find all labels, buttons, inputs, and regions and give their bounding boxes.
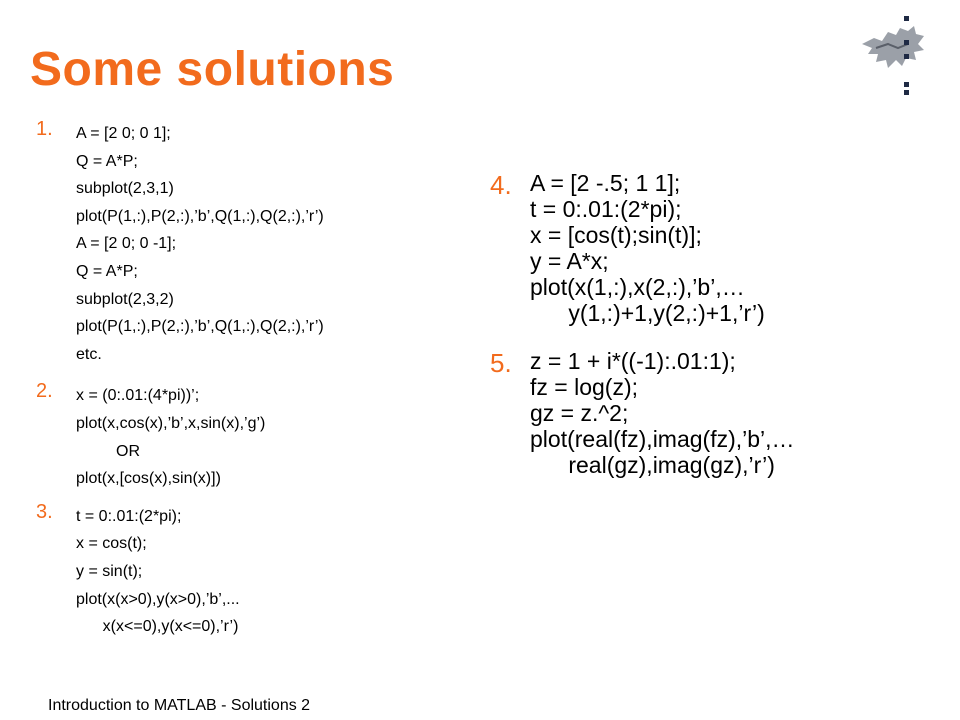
code-line: etc. xyxy=(76,345,102,363)
code-line: A = [2 0; 0 -1]; xyxy=(76,235,177,253)
code-line: plot(x,[cos(x),sin(x)]) xyxy=(76,470,221,488)
code-line: A = [2 0; 0 1]; xyxy=(76,125,171,142)
solution-2 xyxy=(36,382,456,492)
slide-footer: Introduction to MATLAB - Solutions 2 xyxy=(48,697,311,714)
code-block xyxy=(76,382,456,492)
code-line: x = (0:.01:(4*pi))’; xyxy=(76,387,200,405)
code-block xyxy=(76,503,456,641)
code-line: A = [2 -.5; 1 1]; xyxy=(530,170,681,196)
code-line: real(gz),imag(gz),’r’) xyxy=(530,452,775,478)
code-line: plot(x,cos(x),’b’,x,sin(x),’g’) xyxy=(76,414,266,432)
university-helsinki-logo-icon xyxy=(858,14,928,96)
item-number: 2. xyxy=(36,380,53,403)
item-number: 5. xyxy=(490,348,512,378)
item-number: 1. xyxy=(36,118,53,140)
solution-5 xyxy=(490,348,930,478)
code-line: x(x<=0),y(x<=0),’r’) xyxy=(76,618,239,636)
code-line: t = 0:.01:(2*pi); xyxy=(76,507,182,525)
code-line: Q = A*P; xyxy=(76,262,138,280)
item-number: 4. xyxy=(490,170,512,200)
code-line: z = 1 + i*((-1):.01:1); xyxy=(530,348,736,374)
code-block xyxy=(76,120,456,368)
code-line: x = [cos(t);sin(t)]; xyxy=(530,222,702,248)
code-line: fz = log(z); xyxy=(530,374,639,400)
code-line: Q = A*P; xyxy=(76,152,138,170)
right-column xyxy=(490,170,930,478)
code-line: y(1,:)+1,y(2,:)+1,’r’) xyxy=(530,300,765,326)
code-line: plot(x(x>0),y(x>0),’b’,... xyxy=(76,590,240,608)
solution-4 xyxy=(490,170,930,326)
code-line: gz = z.^2; xyxy=(530,400,629,426)
code-line: y = A*x; xyxy=(530,248,609,274)
code-line: y = sin(t); xyxy=(76,562,143,580)
code-line: plot(P(1,:),P(2,:),’b’,Q(1,:),Q(2,:),’r’) xyxy=(76,318,324,336)
solution-3 xyxy=(36,500,456,641)
code-line: subplot(2,3,2) xyxy=(76,290,174,308)
code-line: subplot(2,3,1) xyxy=(76,180,174,198)
code-line: t = 0:.01:(2*pi); xyxy=(530,196,682,222)
solution-1 xyxy=(36,120,456,368)
code-line: plot(real(fz),imag(fz),’b’,… xyxy=(530,426,795,452)
left-column xyxy=(36,120,456,641)
code-line: plot(x(1,:),x(2,:),’b’,… xyxy=(530,274,745,300)
code-line: x = cos(t); xyxy=(76,535,147,553)
slide-title: Some solutions xyxy=(30,43,395,96)
code-line: OR xyxy=(76,442,141,460)
item-number: 3. xyxy=(36,500,53,523)
code-block xyxy=(530,348,930,478)
code-block xyxy=(530,170,930,326)
code-line: plot(P(1,:),P(2,:),’b’,Q(1,:),Q(2,:),’r’) xyxy=(76,207,324,225)
